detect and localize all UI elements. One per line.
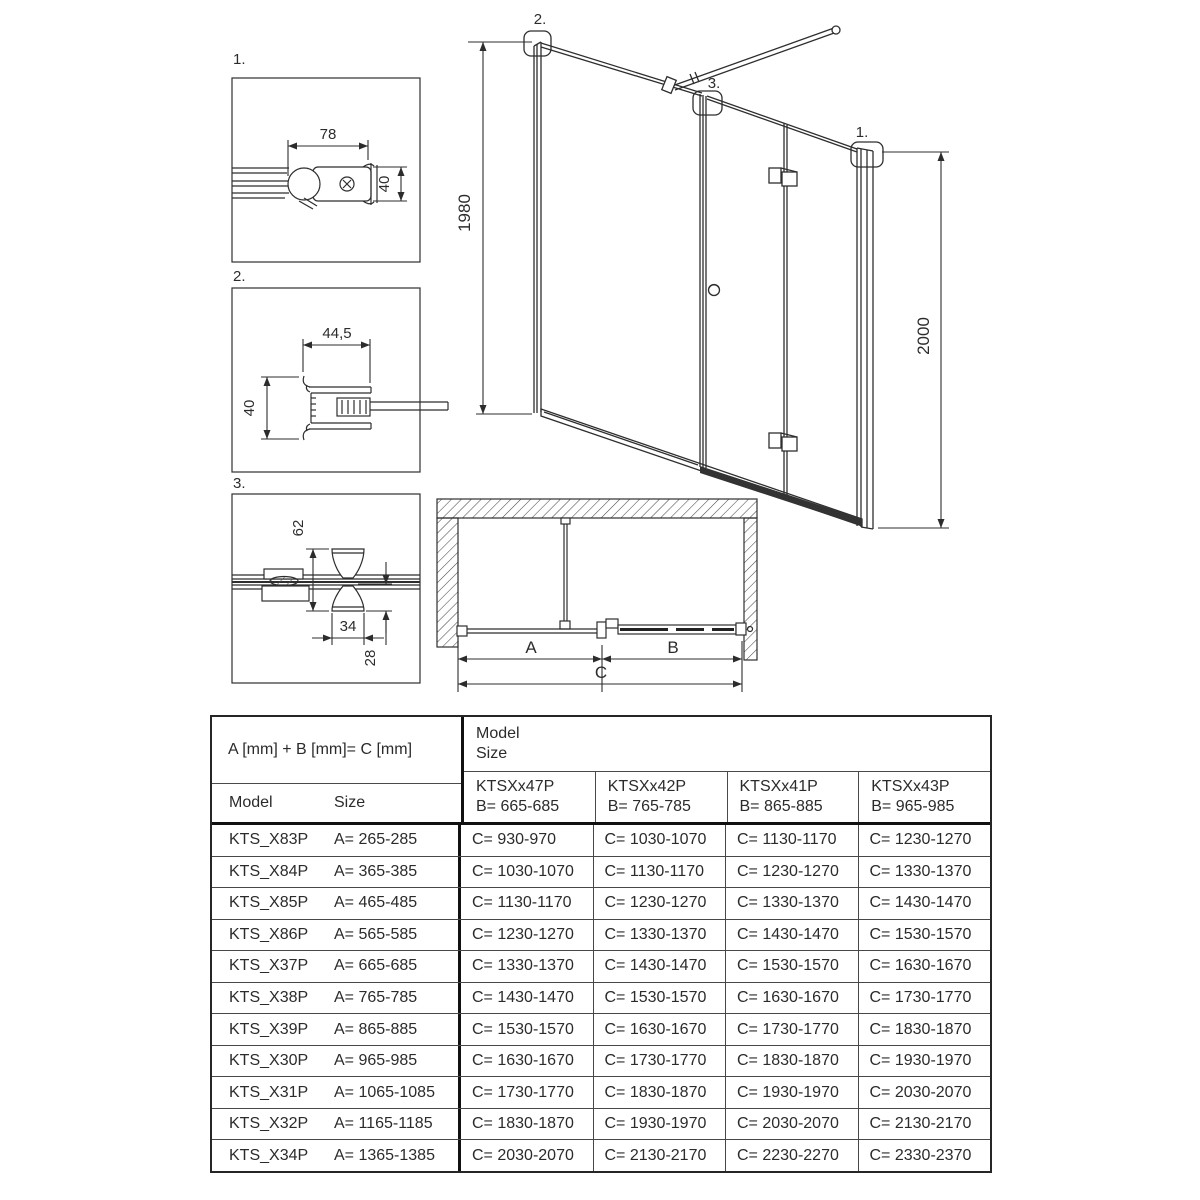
detail-1-hinge-section [232, 51, 420, 262]
support-bar [662, 26, 840, 93]
table-cell: C= 1030-1070 [472, 862, 574, 880]
table-body [212, 825, 990, 1171]
detail-3-knob-section [232, 475, 420, 683]
hinge-knuckle [288, 168, 320, 200]
size-specification-table [210, 715, 992, 1173]
table-cell: C= 1430-1470 [858, 888, 991, 919]
table-cell: C= 1430-1470 [472, 989, 574, 1006]
table-cell: C= 1530-1570 [593, 983, 726, 1014]
group-header-line1: Model [476, 725, 520, 742]
variant-b-range: B= 865-885 [739, 798, 823, 815]
variant-model: KTSXx47P [476, 778, 555, 795]
table-cell: C= 1930-1970 [593, 1109, 726, 1140]
upper-fold-hinge [769, 168, 797, 186]
detail-3-label: 3. [233, 475, 246, 492]
table-cell: C= 1930-1970 [858, 1046, 991, 1077]
table-cell: KTS_X32P [229, 1115, 309, 1133]
table-cell: C= 2030-2070 [858, 1077, 991, 1108]
clamp-screw [270, 577, 298, 586]
variant-model: KTSXx42P [607, 778, 687, 795]
table-cell: C= 2230-2270 [725, 1140, 858, 1171]
plan-left-profile [457, 626, 467, 636]
plan-view [437, 499, 757, 692]
table-cell: KTS_X86P [229, 925, 309, 943]
variant-header-ktsxx47p [464, 772, 595, 822]
table-row [212, 1076, 990, 1108]
table-cell: C= 930-970 [472, 831, 557, 849]
table-cell: C= 1130-1170 [725, 825, 858, 856]
detail-3-depth-dim: 28 [362, 649, 379, 667]
variant-header-ktsxx42p [595, 772, 727, 822]
detail-2-height-dim: 40 [241, 399, 258, 417]
table-cell: C= 1530-1570 [472, 1020, 574, 1038]
table-row [212, 1013, 990, 1045]
table-cell: A= 865-885 [329, 1014, 461, 1045]
plan-dim-b: B [667, 638, 679, 657]
table-cell: C= 1230-1270 [858, 825, 991, 856]
table-cell: KTS_X30P [229, 1052, 309, 1070]
table-cell: C= 1830-1870 [858, 1014, 991, 1045]
table-cell: C= 1930-1970 [725, 1077, 858, 1108]
wall-height-dim: 2000 [914, 317, 933, 355]
table-cell: A= 1065-1085 [329, 1077, 461, 1108]
front-height-dim: 1980 [455, 194, 474, 232]
plan-left-wall [437, 518, 458, 647]
table-cell: C= 1230-1270 [725, 857, 858, 888]
detail-2-label: 2. [233, 268, 246, 285]
table-cell: KTS_X37P [229, 957, 309, 975]
plan-pivot [597, 622, 606, 638]
plan-support-bar [560, 518, 570, 629]
table-cell: KTS_X84P [229, 862, 309, 880]
table-cell: C= 1130-1170 [593, 857, 726, 888]
table-row [212, 1108, 990, 1140]
callout-1-label: 1. [855, 124, 869, 141]
table-cell: C= 1330-1370 [858, 857, 991, 888]
table-cell: KTS_X38P [229, 989, 309, 1006]
table-cell: C= 1730-1770 [858, 983, 991, 1014]
variant-b-range: B= 965-985 [871, 798, 955, 815]
plan-right-wall [744, 518, 757, 660]
plan-back-wall [437, 499, 757, 518]
table-cell: A= 665-685 [329, 951, 461, 982]
table-cell: KTS_X85P [229, 894, 309, 912]
table-cell: C= 1730-1770 [593, 1046, 726, 1077]
callout-3-label: 3. [707, 75, 721, 92]
table-cell: C= 1830-1870 [593, 1077, 726, 1108]
variant-header-ktsxx43p [858, 772, 990, 822]
table-header-right [464, 717, 990, 822]
table-cell: C= 1030-1070 [593, 825, 726, 856]
table-header-left [212, 717, 464, 822]
size-column-header: Size [334, 794, 366, 811]
table-cell: C= 2030-2070 [725, 1109, 858, 1140]
table-row [212, 919, 990, 951]
table-cell: C= 1230-1270 [472, 925, 574, 943]
table-cell: C= 1730-1770 [725, 1014, 858, 1045]
table-cell: C= 1530-1570 [858, 920, 991, 951]
table-row [212, 825, 990, 856]
variant-b-range: B= 765-785 [607, 798, 691, 815]
table-cell: C= 1430-1470 [593, 951, 726, 982]
plan-dim-c: C [594, 663, 608, 682]
group-header-line2: Size [476, 745, 508, 762]
variant-header-ktsxx41p [727, 772, 859, 822]
table-row [212, 1045, 990, 1077]
plan-dim-a: A [525, 638, 537, 657]
detail-2-wall-profile-section [232, 268, 448, 472]
table-cell: C= 1230-1270 [593, 888, 726, 919]
table-cell: C= 1830-1870 [472, 1115, 574, 1133]
detail-2-frame [232, 288, 420, 472]
clamp-body [262, 586, 309, 601]
table-cell: C= 1530-1570 [725, 951, 858, 982]
table-cell: C= 1830-1870 [725, 1046, 858, 1077]
variant-model: KTSXx43P [871, 778, 950, 795]
table-header [212, 717, 990, 825]
table-cell: C= 1330-1370 [725, 888, 858, 919]
hinge-plate [313, 167, 371, 201]
table-cell: C= 1730-1770 [472, 1083, 574, 1101]
table-row [212, 950, 990, 982]
table-cell: A= 1365-1385 [329, 1140, 461, 1171]
table-cell: C= 2130-2170 [593, 1140, 726, 1171]
model-size-group-header [464, 717, 990, 772]
table-cell: C= 1630-1670 [472, 1052, 574, 1070]
variant-b-range: B= 665-685 [476, 798, 560, 815]
variant-model: KTSXx41P [739, 778, 818, 795]
table-cell: A= 565-585 [329, 920, 461, 951]
detail-3-height-dim: 62 [290, 519, 307, 537]
table-cell: KTS_X34P [229, 1146, 309, 1164]
table-cell: KTS_X31P [229, 1083, 309, 1101]
table-cell: C= 1630-1670 [593, 1014, 726, 1045]
table-cell: C= 1630-1670 [858, 951, 991, 982]
table-cell: C= 2030-2070 [472, 1146, 574, 1164]
table-cell: C= 1430-1470 [725, 920, 858, 951]
table-cell: A= 465-485 [329, 888, 461, 919]
lower-fold-hinge [769, 433, 797, 451]
formula-header: A [mm] + B [mm]= C [mm] [212, 717, 461, 784]
table-cell: A= 265-285 [329, 825, 461, 856]
table-cell: C= 1330-1370 [593, 920, 726, 951]
table-cell: KTS_X39P [229, 1020, 309, 1038]
detail-1-height-dim: 40 [376, 175, 393, 193]
callout-2-label: 2. [533, 11, 547, 28]
table-cell: C= 1630-1670 [725, 983, 858, 1014]
table-row [212, 1139, 990, 1171]
table-cell: C= 1330-1370 [472, 957, 574, 975]
model-column-header: Model [229, 794, 273, 811]
table-row [212, 887, 990, 919]
table-cell: C= 1130-1170 [472, 894, 572, 912]
detail-1-width-dim: 78 [319, 126, 337, 143]
table-row [212, 856, 990, 888]
table-cell: A= 965-985 [329, 1046, 461, 1077]
elevation-view [455, 11, 949, 529]
table-cell: C= 2130-2170 [858, 1109, 991, 1140]
table-row [212, 982, 990, 1014]
table-cell: A= 365-385 [329, 857, 461, 888]
plan-right-profile [736, 623, 746, 635]
detail-1-label: 1. [233, 51, 246, 68]
detail-3-width-dim: 34 [339, 618, 357, 635]
detail-2-width-dim: 44,5 [322, 325, 352, 342]
table-cell: A= 765-785 [329, 983, 461, 1014]
table-cell: KTS_X83P [229, 831, 309, 849]
table-cell: A= 1165-1185 [329, 1109, 461, 1140]
table-cell: C= 2330-2370 [858, 1140, 991, 1171]
